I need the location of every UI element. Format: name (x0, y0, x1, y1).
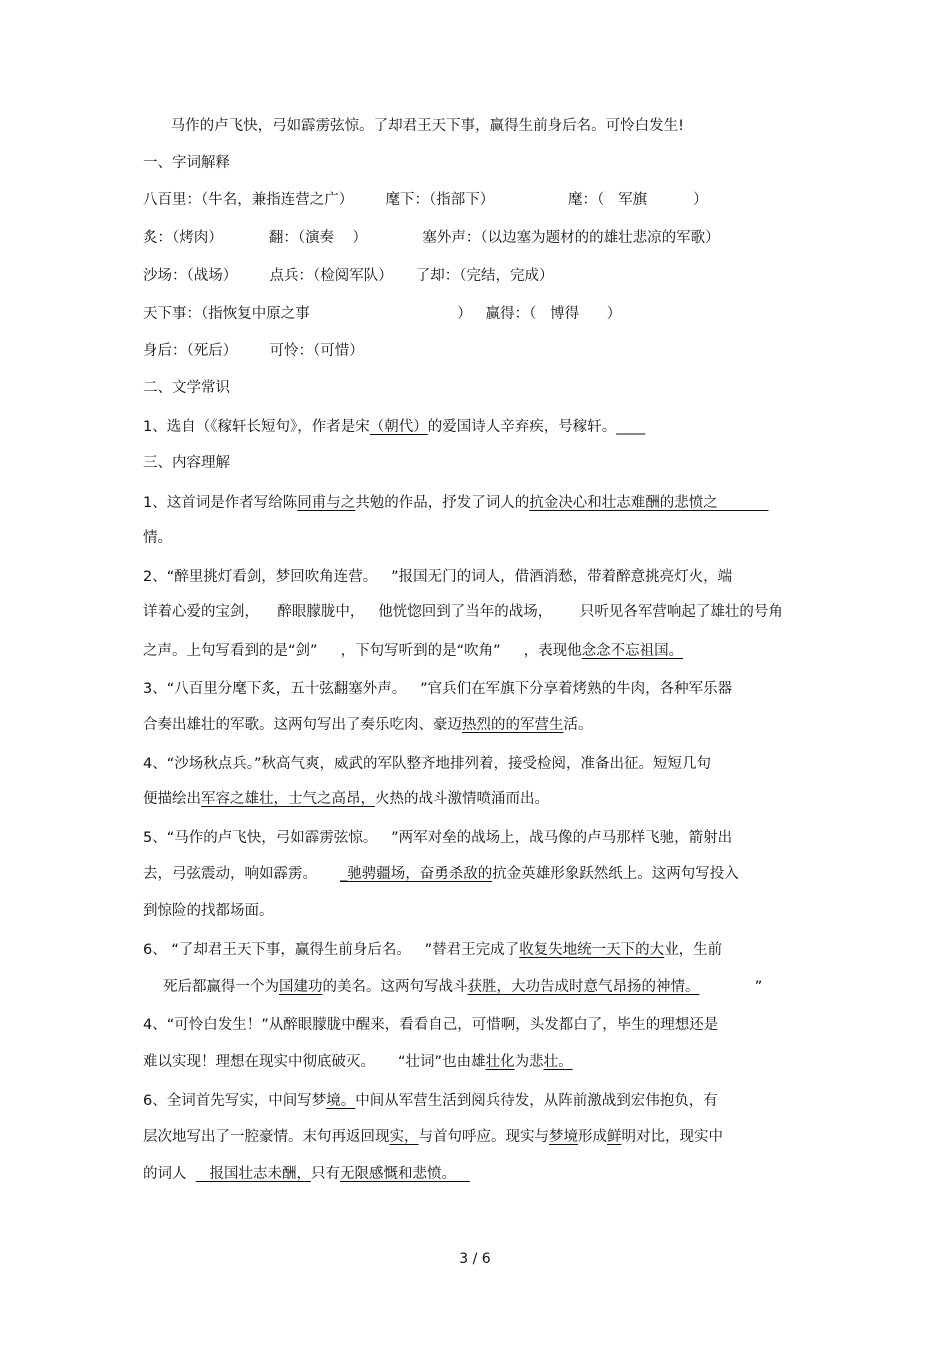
text-segment: 与首句呼应。现实与 (418, 1129, 549, 1145)
text-line (143, 266, 554, 286)
text-segment: 详着心爱的宝剑， 醉眼朦胧中， 他恍惚回到了当年的战场， 只听见各军营响起了雄壮的号角 (143, 604, 783, 620)
text-line (143, 828, 732, 848)
text-line (143, 940, 722, 960)
text-segment: 的词人 (143, 1166, 196, 1182)
underlined-answer: 军容之雄壮，士气之高昂， (201, 791, 375, 807)
text-segment: 共勉的作品，抒发了词人的 (355, 495, 530, 511)
text-segment: 抗金英雄形象跃然纸上。这两句写投入 (492, 866, 739, 882)
underlined-answer: 壮。 (543, 1054, 573, 1070)
text-segment: 形成 (578, 1129, 607, 1145)
text-segment: 二、文学常识 (143, 380, 230, 396)
text-segment: 马作的卢飞快，弓如霹雳弦惊。了却君王天下事，赢得生前身后名。可怜白发生! (143, 118, 684, 134)
underlined-answer: 同甫与之 (297, 495, 356, 511)
text-segment: 4、“可怜白发生！”从醉眼朦胧中醒来，看看自己，可惜啊，头发都白了，毕生的理想还是 (143, 1017, 719, 1033)
text-segment: 1、选自（《稼轩长短句》，作者是宋 (143, 419, 370, 435)
text-segment: 到惊险的找都场面。 (143, 903, 274, 919)
text-line (143, 378, 230, 398)
text-line (143, 1091, 718, 1111)
text-line (143, 754, 711, 774)
text-segment: ” (699, 979, 763, 995)
text-segment: 之声。上句写看到的是“剑” ，下句写听到的是“吹角” ，表现他 (143, 643, 582, 659)
underlined-answer: _驰骋疆场，奋勇杀敌的 (340, 866, 493, 882)
text-segment: 6、 “了却君王天下事，赢得生前身后名。 ”替君王完成了 (143, 942, 520, 958)
text-segment: 中间从军营生活到阅兵待发，从阵前激战到宏伟抱负，有 (355, 1093, 718, 1109)
text-line (143, 190, 708, 210)
text-segment: 去，弓弦震动，响如霹雳。 (143, 866, 341, 882)
underlined-answer: 梦境 (549, 1129, 578, 1145)
text-line (143, 679, 732, 699)
text-segment: 6、全词首先写实，中间写梦 (143, 1093, 327, 1109)
text-line (143, 567, 732, 587)
text-line (143, 641, 683, 661)
text-line (143, 602, 783, 622)
text-segment: 活。 (563, 717, 593, 733)
text-segment: 为悲 (514, 1054, 544, 1070)
underlined-answer: （朝代） (369, 419, 428, 435)
text-line (143, 493, 768, 513)
text-segment: 沙场：（战场） 点兵：（检阅军队） 了却：（完结，完成） (143, 268, 554, 284)
text-segment: 八百里：（牛名，兼指连营之广） 麾下：（指部下） 麾：（ 军旗 ） (143, 192, 708, 208)
text-segment: 天下事：（指恢复中原之事 ） 赢得：（ 博得 ） (143, 306, 622, 322)
text-segment: 便描绘出 (143, 791, 201, 807)
text-line (163, 977, 762, 997)
underlined-answer: 收复失地统一天下的大 (519, 942, 665, 958)
text-segment: 炙：（烤肉） 翻：（演奏 ） 塞外声：（以边塞为题材的的雄壮悲凉的军歌） (143, 230, 720, 246)
text-line (143, 304, 621, 324)
text-line (143, 528, 172, 548)
text-line (143, 153, 230, 173)
text-line (143, 901, 274, 921)
text-segment: 2、“醉里挑灯看剑，梦回吹角连营。 ”报国无门的词人，借酒消愁，带着醉意挑亮灯火，端 (143, 569, 733, 585)
text-line (143, 1127, 723, 1147)
text-line (143, 116, 684, 136)
text-segment: 4、“沙场秋点兵。”秋高气爽，威武的军队整齐地排列着，接受检阅，准备出征。短短几句 (143, 756, 711, 772)
text-segment: 三、内容理解 (143, 455, 230, 471)
text-segment: 合奏出雄壮的军歌。这两句写出了奏乐吃肉、豪迈 (143, 717, 462, 733)
text-segment: 5、“马作的卢飞快，弓如霹雳弦惊。 ”两军对垒的战场上，战马像的卢马那样飞驰，箭射出 (143, 830, 733, 846)
underlined-answer: 报国壮志未酬， (195, 1166, 312, 1182)
underlined-answer: 国建功 (279, 979, 323, 995)
underlined-answer: 壮化 (485, 1054, 515, 1070)
text-segment: 难以实现！理想在现实中彻底破灭。 “壮词”也由雄 (143, 1054, 486, 1070)
text-segment: 的美名。这两句写战斗 (322, 979, 468, 995)
text-line (143, 715, 593, 735)
text-segment: 火热的战斗激情喷涌而出。 (375, 791, 549, 807)
text-segment: 1、这首词是作者写给陈 (143, 495, 298, 511)
underlined-answer: 抗金决心和壮志难酬的悲愤之 (529, 495, 769, 511)
text-segment: 情。 (143, 530, 172, 546)
underlined-answer: 鲜 (607, 1129, 622, 1145)
text-line (143, 789, 549, 809)
page-number: 3 / 6 (459, 1251, 491, 1267)
text-segment: 业，生前 (664, 942, 723, 958)
text-line (143, 864, 739, 884)
text-segment: 3、“八百里分麾下炙，五十弦翻塞外声。 ”官兵们在军旗下分享着烤熟的牛肉，各种军乐器 (143, 681, 733, 697)
text-line (143, 1052, 573, 1072)
text-segment: 明对比，现实中 (621, 1129, 723, 1145)
text-segment: 的爱国诗人辛弃疾，号稼轩。 (427, 419, 617, 435)
underlined-answer: 境。 (326, 1093, 356, 1109)
text-line (143, 1164, 470, 1184)
underlined-answer: 念念不忘祖国。 (581, 643, 684, 659)
text-segment: ____ (616, 419, 646, 435)
underlined-answer: 无限感慨和悲愤。 (340, 1166, 470, 1182)
text-line (143, 341, 364, 361)
text-segment: 死后都赢得一个为 (163, 979, 279, 995)
text-line (143, 453, 230, 473)
text-segment: 层次地写出了一腔豪情。末句再返回现 (143, 1129, 390, 1145)
text-line (143, 1015, 718, 1035)
underlined-answer: 获胜，大功告成时意气昂扬的神情。 (467, 979, 700, 995)
text-segment: 一、字词解释 (143, 155, 230, 171)
underlined-answer: 热烈的的军营生 (462, 717, 564, 733)
text-line (143, 417, 645, 437)
underlined-answer: 实， (389, 1129, 419, 1145)
text-segment: 身后：（死后） 可怜：（可惜） (143, 343, 364, 359)
text-segment: 只有 (311, 1166, 341, 1182)
text-line (143, 228, 720, 248)
